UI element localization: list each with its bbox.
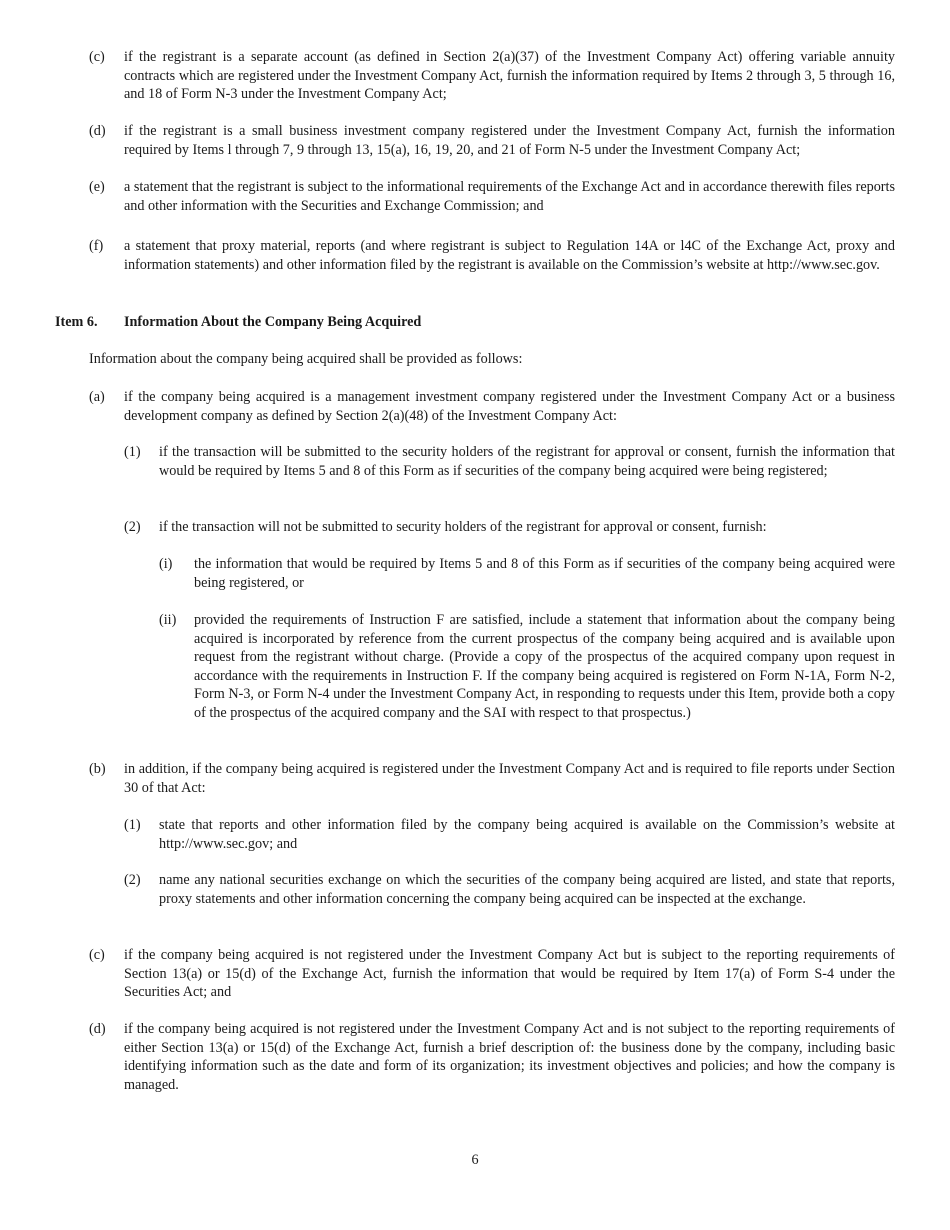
list-label: (ii) bbox=[159, 612, 177, 628]
list-text: a statement that proxy material, reports (and where registrant is subject to Regulation 14A or l4C of the Exchange Act, proxy and information statements) and other information filed by the registrant is available on the Commission’s website at http://www.sec.gov. bbox=[124, 238, 895, 273]
list-text: state that reports and other information filed by the company being acquired is available on the Commission’s website at http://www.sec.gov; and bbox=[159, 817, 895, 852]
list-item-f-top bbox=[89, 237, 895, 274]
list-item-a-1 bbox=[124, 443, 895, 480]
list-text: if the company being acquired is not registered under the Investment Company Act and is not subject to the reporting requirements of either Section 13(a) or 15(d) of the Exchange Act, furnish a brief description of: the business done by the company, including basic identifying information such as the date and form of its organization; its investment objectives and policies; and how the company is managed. bbox=[124, 1021, 895, 1093]
list-text: if the company being acquired is a management investment company registered under the Investment Company Act or a business development company as defined by Section 2(a)(48) of the Investment Company Act: bbox=[124, 389, 895, 424]
list-item-c bbox=[89, 946, 895, 1002]
list-label: (a) bbox=[89, 389, 105, 405]
section-number: Item 6. bbox=[55, 314, 98, 330]
list-text: the information that would be required by Items 5 and 8 of this Form as if securities of the company being acquired were being registered, or bbox=[194, 556, 895, 591]
list-label: (1) bbox=[124, 444, 141, 460]
list-label: (2) bbox=[124, 519, 141, 535]
list-item-d-top bbox=[89, 122, 895, 159]
list-label: (c) bbox=[89, 947, 105, 963]
list-item-b-2 bbox=[124, 871, 895, 908]
section-title: Information About the Company Being Acquired bbox=[124, 314, 422, 330]
list-item-e-top bbox=[89, 178, 895, 215]
list-label: (e) bbox=[89, 179, 105, 195]
list-text: if the transaction will be submitted to the security holders of the registrant for approval or consent, furnish the information that would be required by Items 5 and 8 of this Form as if securities of the company being acquired were being registered; bbox=[159, 444, 895, 479]
list-text: name any national securities exchange on which the securities of the company being acquired are listed, and state that reports, proxy statements and other information concerning the company being acquired can be inspected at the exchange. bbox=[159, 872, 895, 907]
list-label: (2) bbox=[124, 872, 141, 888]
list-item-a-2-ii bbox=[159, 611, 895, 723]
list-item-d bbox=[89, 1020, 895, 1094]
list-text: if the registrant is a small business investment company registered under the Investment Company Act, furnish the information required by Items l through 7, 9 through 13, 15(a), 16, 19, 20, and 21 of Form N-5 under the Investment Company Act; bbox=[124, 123, 895, 158]
list-item-b bbox=[89, 760, 895, 797]
section-intro: Information about the company being acquired shall be provided as follows: bbox=[89, 351, 523, 367]
list-label: (b) bbox=[89, 761, 106, 777]
list-label: (d) bbox=[89, 123, 106, 139]
page-number: 6 bbox=[471, 1152, 479, 1168]
list-text: provided the requirements of Instruction F are satisfied, include a statement that information about the company being acquired is incorporated by reference from the current prospectus of the company being acquired and is available upon request from the registrant without charge. (Provide a copy of the prospectus of the acquired company upon request in accordance with the requirements in Instruction F. If the company being acquired is registered on Form N-1A, Form N-2, Form N-3, or Form N-4 under the Investment Company Act, in responding to requests under this Item, provide both a copy of the prospectus of the acquired company and the SAI with respect to that prospectus.) bbox=[194, 612, 895, 721]
list-text: if the registrant is a separate account (as defined in Section 2(a)(37) of the Investment Company Act) offering variable annuity contracts which are registered under the Investment Company Act, furnish the information required by Items 2 through 3, 5 through 16, and 18 of Form N-3 under the Investment Company Act; bbox=[124, 49, 895, 103]
list-label: (d) bbox=[89, 1021, 106, 1037]
list-text: in addition, if the company being acquired is registered under the Investment Company Act and is required to file reports under Section 30 of that Act: bbox=[124, 761, 895, 796]
list-label: (i) bbox=[159, 556, 173, 572]
list-label: (1) bbox=[124, 817, 141, 833]
list-item-b-1 bbox=[124, 816, 895, 853]
list-item-a-2 bbox=[124, 518, 895, 537]
section-heading bbox=[55, 313, 895, 332]
list-text: if the transaction will not be submitted to security holders of the registrant for approval or consent, furnish: bbox=[159, 519, 767, 535]
list-item-a-2-i bbox=[159, 555, 895, 592]
list-item-a bbox=[89, 388, 895, 425]
list-text: a statement that the registrant is subject to the informational requirements of the Exchange Act and in accordance therewith files reports and other information with the Securities and Exchange Commission; and bbox=[124, 179, 895, 214]
list-item-c-top bbox=[89, 48, 895, 104]
list-label: (c) bbox=[89, 49, 105, 65]
list-text: if the company being acquired is not registered under the Investment Company Act but is subject to the reporting requirements of Section 13(a) or 15(d) of the Exchange Act, furnish the information that would be required by Item 17(a) of Form S-4 under the Securities Act; and bbox=[124, 947, 895, 1001]
list-label: (f) bbox=[89, 238, 104, 254]
